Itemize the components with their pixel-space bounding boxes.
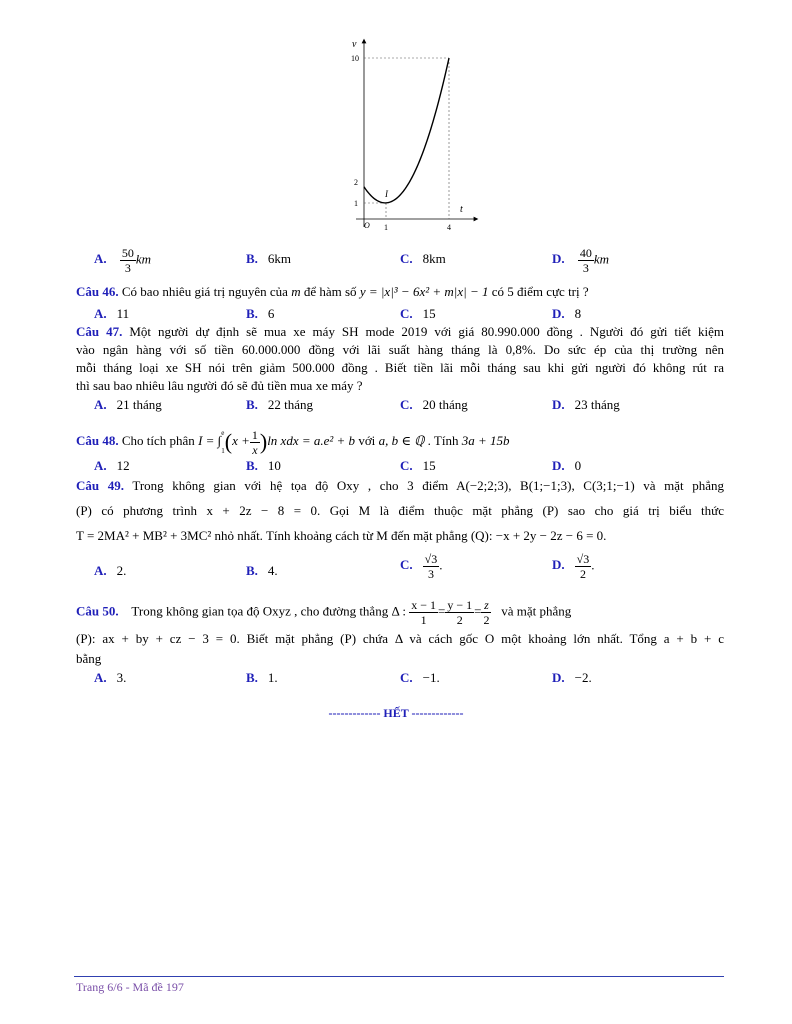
q49-option-b[interactable]: B. 4. [246, 563, 278, 578]
velocity-curve [364, 58, 449, 203]
point-label-i: I [385, 189, 388, 199]
q50-line-3: bằng [76, 651, 102, 666]
q48-option-a[interactable]: A. 12 [94, 458, 130, 473]
q45-option-a[interactable]: A. $\frac{50}{3}$ km [94, 246, 152, 275]
q50-option-d[interactable]: D. −2. [552, 670, 592, 685]
footer-divider [74, 976, 724, 977]
tick-y-10: 10 [351, 54, 359, 63]
q45-option-c[interactable]: C. 8km [400, 251, 446, 266]
page-footer: Trang 6/6 - Mã đề 197 [76, 980, 184, 994]
q48-question: Câu 48. Cho tích phân I = ∫ e 1 (x + $\frac{1}{x}$ )ln xdx = a.e² + b với a, b ∈ ℚ . Tính 3a + 15b [76, 427, 510, 457]
q48-option-d[interactable]: D. 0 [552, 458, 582, 473]
q50-line-2: (P): ax + by + cz − 3 = 0. Biết mặt phẳng (P) chứa Δ và cách gốc O một khoảng lớn nhất. Tổng a + b + c [76, 631, 724, 646]
q46-question: Câu 46. Có bao nhiêu giá trị nguyên của m để hàm số y = |x|³ − 6x² + m|x| − 1 có 5 điểm cực trị ? [76, 284, 589, 299]
q46-option-b[interactable]: B. 6 [246, 306, 275, 321]
q50-option-c[interactable]: C. −1. [400, 670, 440, 685]
q47-option-b[interactable]: B. 22 tháng [246, 397, 314, 412]
q49-option-d[interactable]: D. $\frac{√3}{2}$ . [552, 552, 595, 581]
q47-option-c[interactable]: C. 20 tháng [400, 397, 468, 412]
q50-option-b[interactable]: B. 1. [246, 670, 278, 685]
q50-option-a[interactable]: A. 3. [94, 670, 127, 685]
q49-option-c[interactable]: C. $\frac{√3}{3}$ . [400, 552, 443, 581]
q47-line-4: thì sau bao nhiêu lâu người đó sẽ đủ tiền mua xe máy ? [76, 378, 363, 393]
velocity-graph [330, 35, 480, 235]
axis-t-label: t [460, 204, 463, 215]
q45-option-b[interactable]: B. 6km [246, 251, 292, 266]
origin-label: O [364, 221, 370, 230]
q48-option-b[interactable]: B. 10 [246, 458, 281, 473]
q49-option-a[interactable]: A. 2. [94, 563, 127, 578]
q45-option-d[interactable]: D. $\frac{40}{3}$ km [552, 246, 610, 275]
q50-line-1: Câu 50. Trong không gian tọa độ Oxyz , cho đường thẳng Δ : $\frac{x - 1}{1}$ = $\frac{y - 1}{2}$ = $\frac{z}{2}$ và mặt phẳng [76, 598, 572, 627]
tick-y-1: 1 [354, 199, 358, 208]
q49-line-3: T = 2MA² + MB² + 3MC² nhỏ nhất. Tính khoảng cách từ M đến mặt phẳng (Q): −x + 2y − 2z − 6 = 0. [76, 528, 607, 543]
axis-v-label: v [352, 39, 357, 50]
q46-option-d[interactable]: D. 8 [552, 306, 582, 321]
q46-option-a[interactable]: A. 11 [94, 306, 130, 321]
q49-line-2: (P) có phương trình x + 2z − 8 = 0. Gọi M là điểm thuộc mặt phẳng (P) sao cho giá trị biểu thức [76, 503, 724, 518]
tick-y-2: 2 [354, 178, 358, 187]
tick-x-4: 4 [447, 223, 451, 232]
q47-line-3: mỗi tháng loại xe SH nói trên giảm 500.000 đồng . Biết tiền lãi mỗi tháng sau khi gửi người đó không rút ra [76, 360, 724, 375]
tick-x-1: 1 [384, 223, 388, 232]
q48-option-c[interactable]: C. 15 [400, 458, 436, 473]
q47-option-a[interactable]: A. 21 tháng [94, 397, 162, 412]
q47-line-1: Câu 47. Một người dự định sẽ mua xe máy SH mode 2019 với giá 80.990.000 đồng . Người đó gửi tiết kiệm [76, 324, 724, 339]
q49-line-1: Câu 49. Trong không gian với hệ tọa độ Oxy , cho 3 điểm A(−2;2;3), B(1;−1;3), C(3;1;−1) và mặt phẳng [76, 478, 725, 493]
q46-option-c[interactable]: C. 15 [400, 306, 436, 321]
q47-option-d[interactable]: D. 23 tháng [552, 397, 620, 412]
end-marker: ------------- HẾT ------------- [328, 706, 464, 720]
q47-line-2: vào ngân hàng với số tiền 60.000.000 đồng với lãi suất hàng tháng là 0,8%. Do sức ép của thị trường nên [76, 342, 724, 357]
